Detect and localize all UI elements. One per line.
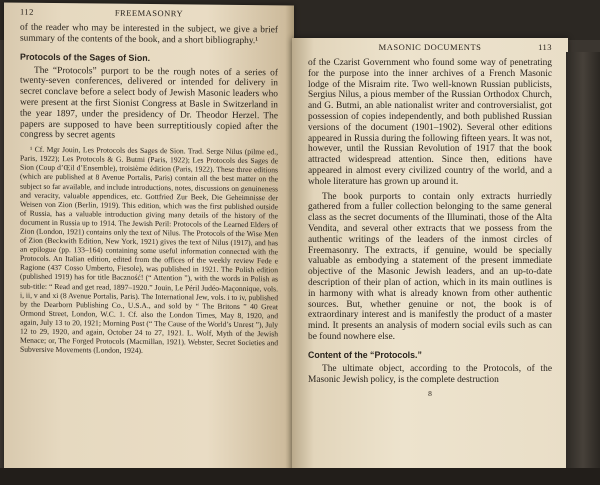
signature-mark: 8 <box>428 389 432 399</box>
right-page <box>292 38 568 472</box>
footnote-1: ¹ Cf. Mgr Jouin, Les Protocols des Sages de Sion. Trad. Serge Nilus (pilme ed., Paris, 1922); Les Protocols & G. Butmi (Paris, 1922); Les Protocols des Sages de Sion (Coup d’Œil d’Ensemble), troisième édition (Paris, 1922). These three editions (which are published at 8 Avenue Portalis, Paris) contain all the best matter on the subject so far available, and include introductions, notes, discussions on genuineness and veracity, valuable appendices, etc. Gottfried Zur Beek, Die Geheimnisse der Weisen von Zion (Berlin, 1919). This edition, which was the first published outside of Russia, has a valuable introduction giving many details of the history of the document in Russia up to 1914. The Jewish Peril: Protocols of the Learned Elders of Zion (London, 1921) contains only the text of Nilus. The Protocols of the Wise Men of Zion (Beckwith Edition, New York, 1921) gives the text of Nilus (1917), and has an epilogue (pp. 133–164) containing some useful information connected with the Protocols. An Italian edition, edited from the offices of the weekly review Fede e Ragione (437 Cosso Umberto, Fiesole), was published in 1921. The Polish edition (published 1919) has for title Baczność! (“ Attention ”), with the words in Polish as sub-title: “ Read and get read, 1897–1920.” Jouin, Le Péril Judéo-Maçonnique, vols. i, ii, v and xi (8 Avenue Portalis, Paris). The International Jew, vols. i to iv, published by the Dearborn Publishing Co., U.S.A., and sold by “ The Britons ” 40 Great Ormond Street, London, W.C. 1. Cf. also the London Times, May 8, 1920, and again, July 13 to 20, 1921; Morning Post (“ The Cause of the World’s Unrest ”), July 12 to 29, 1920, and again, October 24 to 27, 1921. L. Wolf, Myth of the Jewish Menace; or, The Forged Protocols (Macmillan, 1921). Webster, Secret Societies and Subversive Movements (London, 1924). <box>20 144 278 356</box>
left-running-head <box>20 7 278 26</box>
right-running-title: MASONIC DOCUMENTS <box>378 42 482 52</box>
right-page-number: 113 <box>538 42 552 52</box>
right-section-heading: Content of the “Protocols.” <box>308 349 422 360</box>
left-section-paragraph: The “Protocols” purport to be the rough notes of a series of twenty-seven conferences, delivered or intended for delivery in secret conclave before a select body of Jewish Masonic leaders who were present at the first Sionist Congress at Basle in Switzerland in the year 1897, under the presidency of Dr. Theodor Herzel. The papers are supposed to have been surreptitiously copied after the congress by secret agents <box>20 65 278 142</box>
table-shadow <box>0 468 600 485</box>
left-running-title: FREEMASONRY <box>114 7 184 19</box>
left-page-number: 112 <box>20 6 34 17</box>
left-page <box>4 2 294 473</box>
right-section-paragraph: The ultimate object, according to the Protocols, of the Masonic Jewish policy, is the complete destruction <box>308 363 552 385</box>
left-section-heading: Protocols of the Sages of Sion. <box>20 51 151 63</box>
right-paragraph-1: of the Czarist Government who found some way of penetrating for the purpose into the inner archives of a French Masonic lodge of the Misraim rite. Two well-known Russian publicists, Sergius Nilus, a pious member of the Russian Orthodox Church, and G. Butmi, an able nationalist writer and controversialist, got possession of copies independently, and both published Russian versions of the document (1901–1902). Several other editions appeared in Russia during the following fifteen years. It was not, however, until the Russian Revolution of 1917 that the book attracted widespread attention. Since then, editions have appeared in almost every civilized country of the world, and a whole literature has grown up around it. <box>308 58 552 187</box>
right-paragraph-2: The book purports to contain only extracts hurriedly gathered from a fuller collection belonging to the same general class as the secret documents of the Illuminati, those of the Alta Vendita, and several other extracts that we possess from the authentic writings of the leaders of the inmost circles of Freemasonry. The extracts, if genuine, would be specially valuable as embodying a statement of the present immediate objective of the Masonic Jewish leaders, and an up-to-date description of their plan of action, which in its main outlines is in harmony with what is already known from other authentic sources. But, whether genuine or not, the book is of extraordinary interest and is manifestly the product of a master mind. It presents an analysis of modern social evils such as can be found nowhere else. <box>308 191 552 342</box>
left-footnotes <box>20 145 278 357</box>
left-intro-paragraph: of the reader who may be interested in the subject, we give a brief summary of the contents of the book, and a short bibliography.¹ <box>20 22 278 46</box>
book-cover-edge <box>566 52 600 482</box>
right-running-head <box>308 42 552 58</box>
